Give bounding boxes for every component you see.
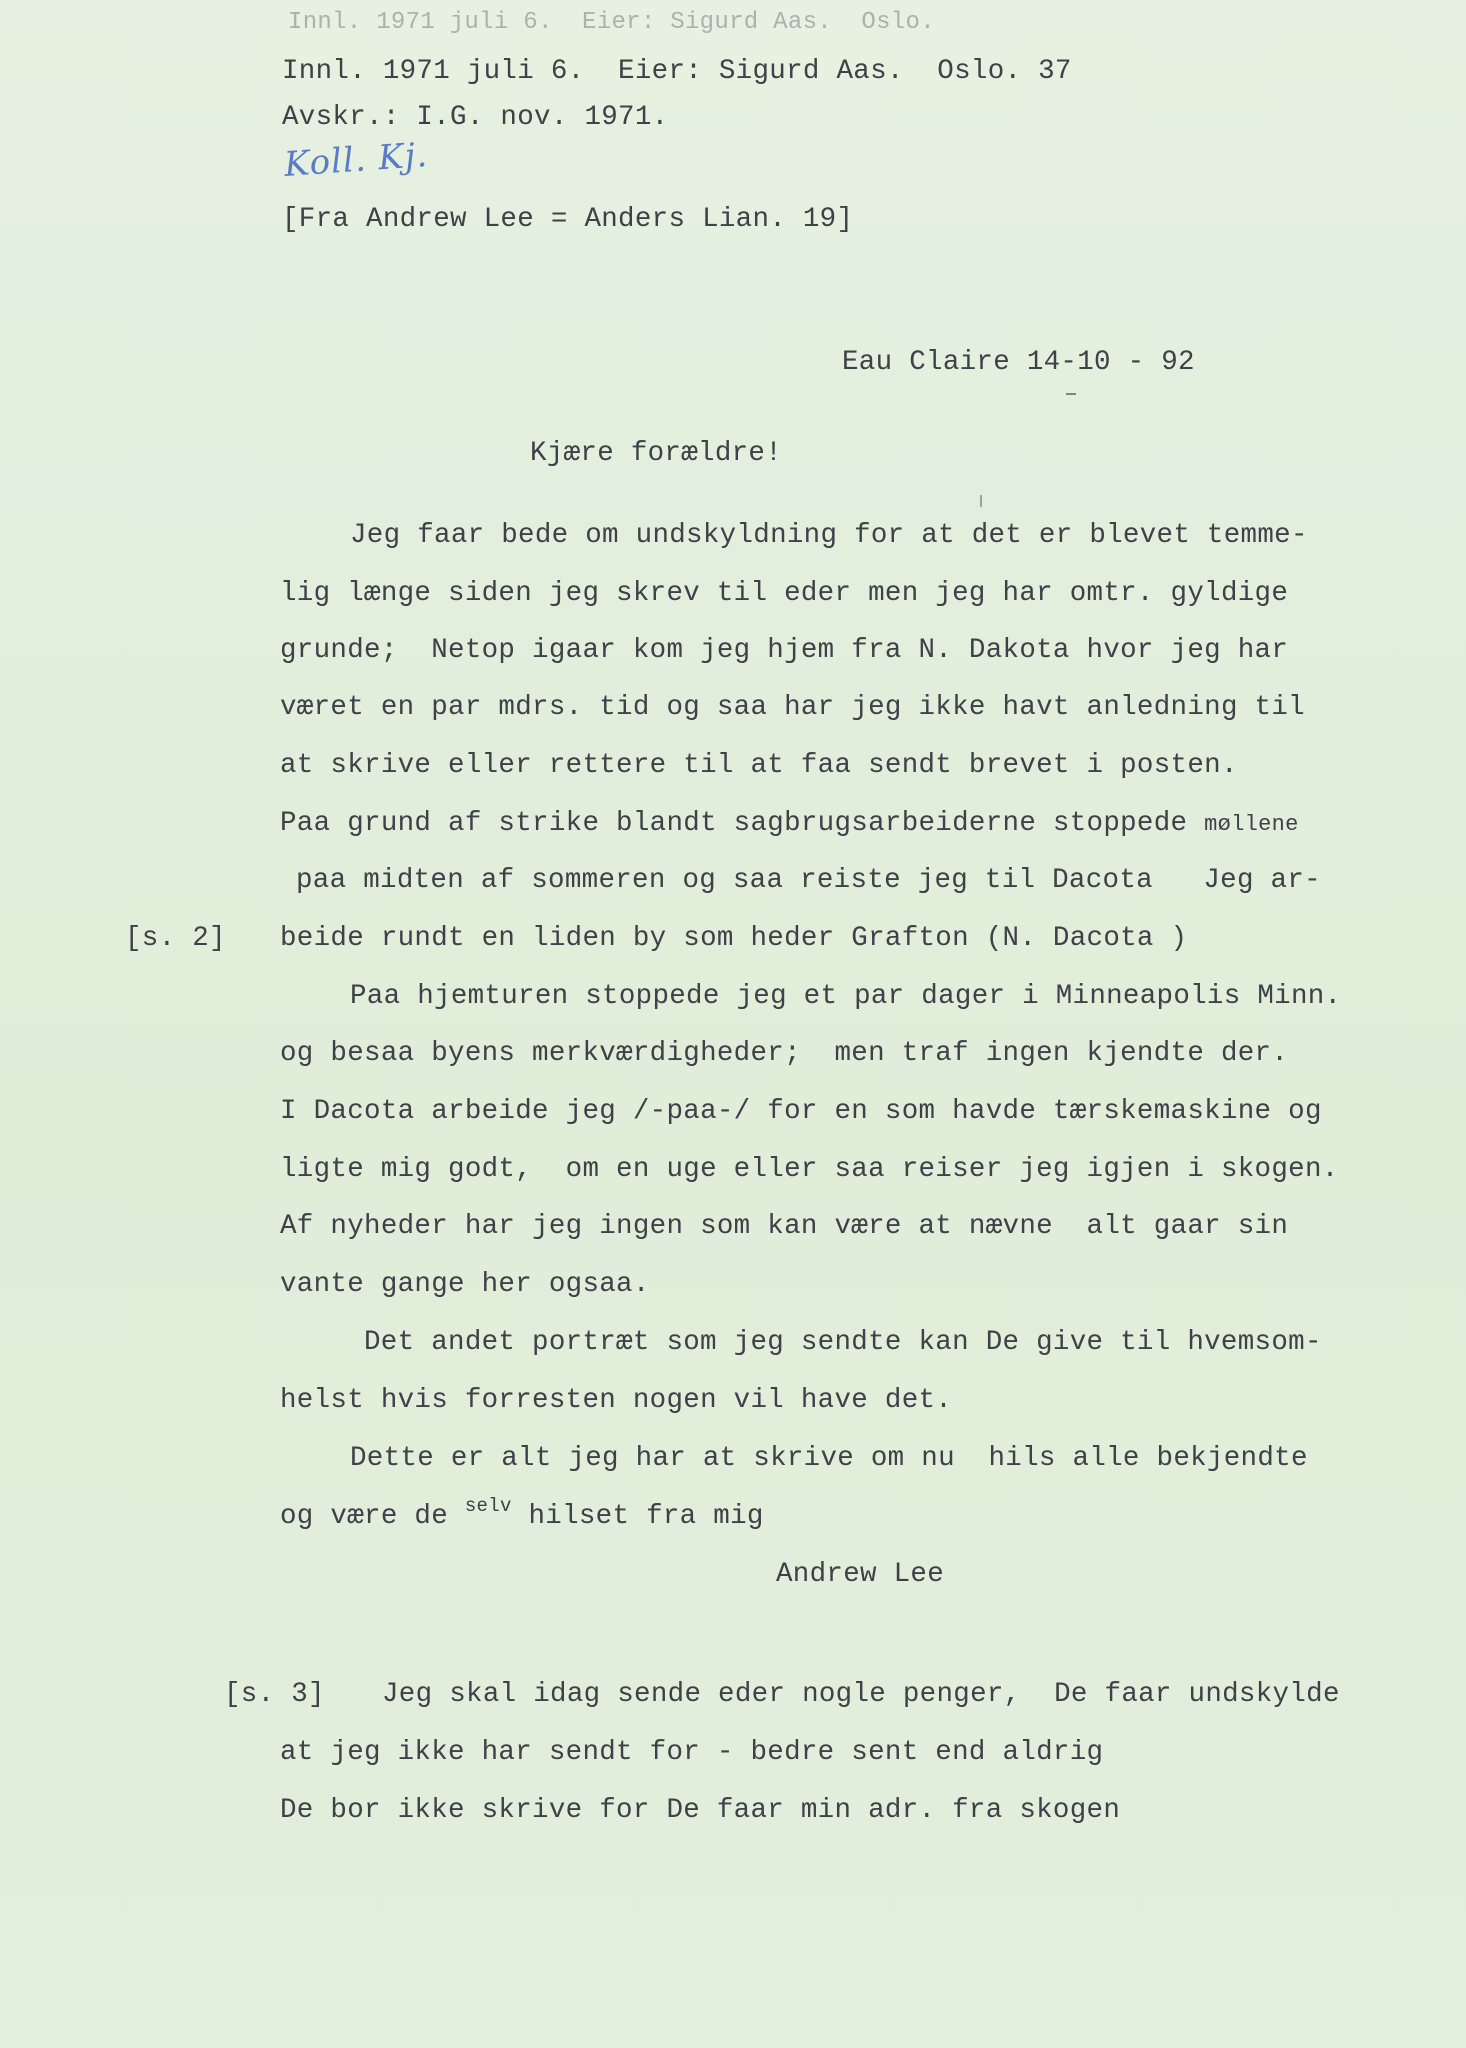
header-line-2: Avskr.: I.G. nov. 1971. (282, 102, 669, 133)
body-line-6 (280, 807, 1299, 842)
body-line-2: lig længe siden jeg skrev til eder men jeg har omtr. gyldige (280, 578, 1289, 609)
body-line-5: at skrive eller rettere til at faa sendt brevet i posten. (280, 750, 1238, 781)
page-marker-3: [s. 3] (224, 1679, 325, 1710)
body-line-8: beide rundt en liden by som heder Grafton (N. Dacota ) (280, 923, 1188, 954)
inserted-word-selv: selv (464, 1495, 512, 1517)
letter-place-date: Eau Claire 14-10 - 92 (842, 347, 1195, 378)
body-line-17: Dette er alt jeg har at skrive om nu hils alle bekjendte (350, 1443, 1308, 1474)
body-line-14: vante gange her ogsaa. (280, 1269, 650, 1300)
paper-mark (980, 495, 982, 507)
body-line-7: paa midten af sommeren og saa reiste jeg til Dacota Jeg ar- (296, 865, 1321, 896)
postscript-line-2: at jeg ikke har sendt for - bedre sent end aldrig (280, 1737, 1104, 1768)
page-marker-2: [s. 2] (125, 923, 226, 954)
cut-off-header-line: Innl. 1971 juli 6. Eier: Sigurd Aas. Oslo. (288, 9, 935, 36)
handwritten-note: Koll. Kj. (282, 135, 430, 185)
body-line-18 (280, 1495, 764, 1535)
letter-signature: Andrew Lee (776, 1559, 945, 1590)
letter-salutation: Kjære forældre! (530, 438, 783, 469)
source-note: [Fra Andrew Lee = Anders Lian. 19] (282, 204, 854, 235)
body-line-11: I Dacota arbeide jeg /-paa-/ for en som havde tærskemaskine og (280, 1096, 1322, 1127)
date-underline-mark (1066, 393, 1076, 395)
body-line-10: og besaa byens merkværdigheder; men traf ingen kjendte der. (280, 1038, 1289, 1069)
body-line-9: Paa hjemturen stoppede jeg et par dager i Minneapolis Minn. (350, 981, 1342, 1012)
body-line-6-text: Paa grund af strike blandt sagbrugsarbeiderne stoppede (280, 808, 1205, 839)
body-line-12: ligte mig godt, om en uge eller saa reiser jeg igjen i skogen. (280, 1154, 1339, 1185)
header-line-1: Innl. 1971 juli 6. Eier: Sigurd Aas. Oslo. 37 (282, 56, 1072, 87)
inserted-word-mollene: møllene (1204, 812, 1299, 837)
body-line-1: Jeg faar bede om undskyldning for at det er blevet temme- (350, 520, 1308, 551)
body-line-15: Det andet portræt som jeg sendte kan De give til hvemsom- (364, 1327, 1322, 1358)
body-line-3: grunde; Netop igaar kom jeg hjem fra N. Dakota hvor jeg har (280, 635, 1289, 666)
body-line-13: Af nyheder har jeg ingen som kan være at nævne alt gaar sin (280, 1211, 1289, 1242)
postscript-line-3: De bor ikke skrive for De faar min adr. fra skogen (280, 1795, 1121, 1826)
body-line-16: helst hvis forresten nogen vil have det. (280, 1385, 953, 1416)
postscript-line-1: Jeg skal idag sende eder nogle penger, De faar undskylde (382, 1679, 1340, 1710)
body-line-18-end: hilset fra mig (511, 1501, 764, 1532)
body-line-4: været en par mdrs. tid og saa har jeg ikke havt anledning til (280, 692, 1305, 723)
body-line-18-start: og være de (280, 1501, 465, 1532)
